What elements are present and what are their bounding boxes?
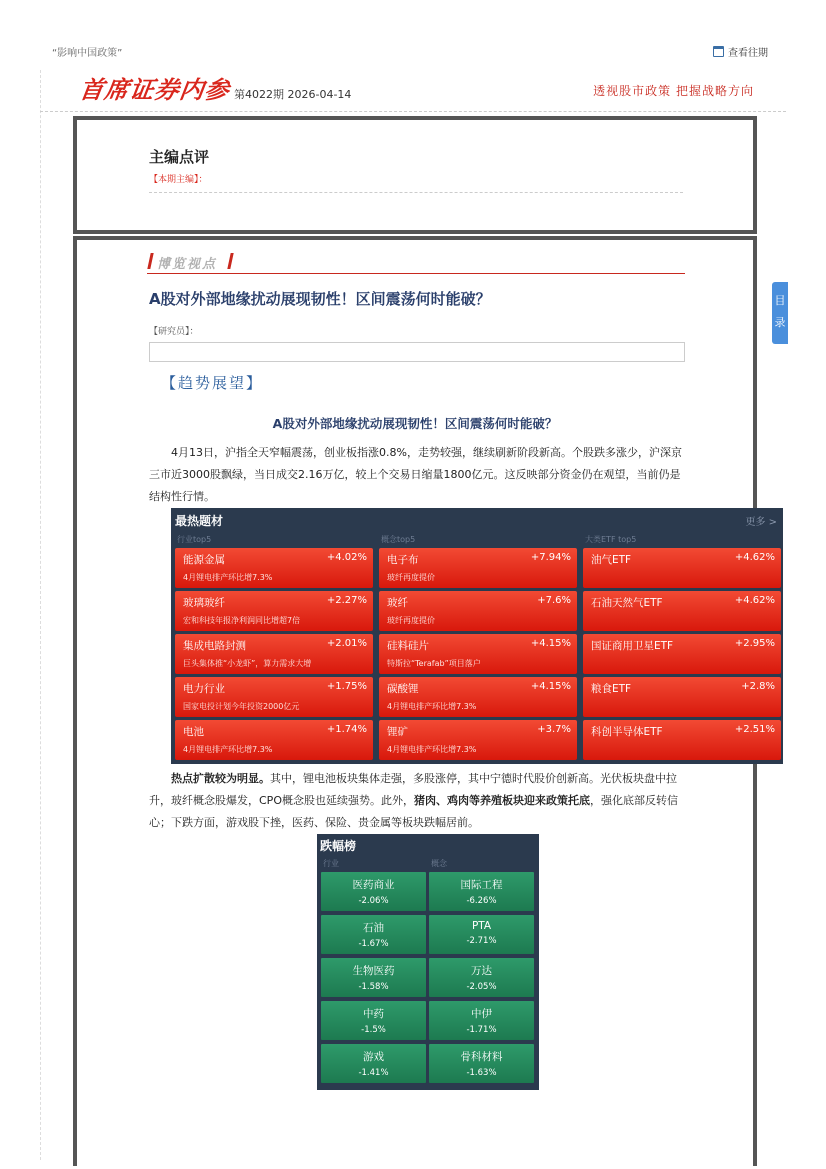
decliner-name: 游戏 [363,1051,384,1063]
topic-change: +3.7% [537,724,571,735]
editorial-title: 主编点评 [149,148,210,166]
slogan: “影响中国政策” [52,48,123,59]
decliner-cell[interactable] [321,1044,426,1083]
topic-change: +1.74% [326,724,367,735]
topic-note: 玻纤再度提价 [387,573,435,582]
hot-topic-cell[interactable] [379,591,577,631]
paragraph-2 [149,768,689,834]
topic-change: +2.95% [734,638,775,649]
hot-topic-cell[interactable] [379,634,577,674]
topic-note: 巨头集体推“小龙虾”，算力需求大增 [183,659,312,668]
hot-topic-cell[interactable] [175,591,373,631]
down-col-header: 概念 [431,859,447,868]
topic-name: 科创半导体ETF [591,726,663,738]
masthead [77,70,352,105]
para2-bold-1: 热点扩散较为明显。 [171,772,270,785]
decliner-cell[interactable] [429,915,534,954]
hot-topic-cell[interactable] [583,634,781,674]
decliner-cell[interactable] [321,958,426,997]
para2-text-2: ，强化底部反转信心；下跌方面，游戏股下挫，医药、保险、贵金属等板块跌幅居前。 [149,794,678,829]
decliner-cell[interactable] [321,872,426,911]
topic-change: +2.51% [734,724,775,735]
hot-topic-cell[interactable] [175,677,373,717]
topic-name: 粮食ETF [591,683,632,695]
topic-change: +4.02% [326,552,367,563]
tag-slash-right [227,253,233,269]
hot-topic-cell[interactable] [379,548,577,588]
editor-label: 【本期主编】： [149,175,208,185]
topic-name: 集成电路封测 [183,640,246,652]
researcher-label: 【研究员】： [149,327,199,337]
decliner-cell[interactable] [429,958,534,997]
hot-col-header: 行业top5 [177,535,212,544]
topic-note: 4月锂电排产环比增7.3% [183,573,273,582]
trend-heading: 【趋势展望】 [161,374,264,392]
decliner-change: -1.58% [358,982,389,992]
topic-name: 电力行业 [183,683,225,695]
issue-info: 第4022期 2026-04-14 [234,88,352,101]
decliner-cell[interactable] [321,1001,426,1040]
hot-topic-cell[interactable] [175,634,373,674]
decliner-cell[interactable] [429,1044,534,1083]
decliner-name: 中伊 [471,1008,492,1020]
decliner-change: -2.71% [466,936,497,946]
decliner-change: -6.26% [466,896,497,906]
topic-note: 特斯拉“Terafab”项目落户 [387,659,481,668]
down-board-title: 跌幅榜 [320,839,357,853]
topic-name: 电池 [183,726,204,738]
section-tag-bar [147,250,685,274]
toc-tab[interactable] [772,282,788,344]
topic-name: 玻璃玻纤 [183,597,225,609]
article-subtitle: A股对外部地缘扰动展现韧性！区间震荡何时能破？ [272,416,558,431]
hot-topics-board [171,508,783,764]
topic-note: 宏和科技年报净利润同比增超7倍 [183,616,301,625]
topic-note: 4月锂电排产环比增7.3% [387,745,477,754]
topic-name: 电子布 [387,554,419,566]
decliner-change: -2.06% [358,896,389,906]
topic-change: +2.27% [326,595,367,606]
decliner-name: 医药商业 [352,879,395,891]
para2-text-1: 其中，锂电池板块集体走强，多股涨停，其中宁德时代股价创新高。光伏板块盘中拉升，玻纤概念股爆发，CPO概念股也延续强势。此外， [149,772,677,807]
decliner-change: -1.41% [358,1068,389,1078]
topic-change: +4.62% [734,595,775,606]
left-dashed-rule [40,70,41,1160]
header-divider [40,111,786,112]
topic-name: 玻纤 [387,597,408,609]
hot-col-header: 大类ETF top5 [585,535,637,544]
decliner-name: 生物医药 [352,965,395,977]
decliner-cell[interactable] [429,872,534,911]
topic-change: +4.62% [734,552,775,563]
topic-note: 玻纤再度提价 [387,616,435,625]
section-tag: 博览视点 [157,257,218,272]
topic-name: 碳酸锂 [387,683,419,695]
down-col-header: 行业 [323,859,339,868]
paragraph-1: 4月13日，沪指全天窄幅震荡，创业板指涨0.8%，走势较强，继续刷新阶段新高。个股跌多涨少，沪深京三市近3000股飘绿，当日成交2.16万亿，较上个交易日缩量1800亿元。这反映部分资金仍在观望，当前仍是结构性行情。 [149,446,682,503]
decliner-change: -1.67% [358,939,389,949]
topic-change: +7.6% [537,595,571,606]
hot-topic-cell[interactable] [583,677,781,717]
decliner-change: -1.63% [466,1068,497,1078]
topic-note: 4月锂电排产环比增7.3% [183,745,273,754]
decliner-change: -2.05% [466,982,497,992]
toc-tab-label: 目录 [774,294,786,329]
hot-topic-cell[interactable] [379,677,577,717]
decliner-change: -1.71% [466,1025,497,1035]
topic-change: +2.01% [326,638,367,649]
decliner-name: 万达 [471,965,492,977]
more-link[interactable]: 更多 > [745,517,777,528]
history-link[interactable] [713,44,768,59]
decliner-cell[interactable] [429,1001,534,1040]
topic-change: +2.8% [741,681,775,692]
decliner-name: 石油 [363,922,384,934]
hot-topic-cell[interactable] [583,720,781,760]
para2-bold-2: 猪肉、鸡肉等养殖板块迎来政策托底 [413,794,590,807]
decliner-change: -1.5% [361,1025,386,1035]
topic-change: +4.15% [530,681,571,692]
topic-name: 石油天然气ETF [591,597,663,609]
decliner-name: 中药 [363,1008,384,1020]
article-title: A股对外部地缘扰动展现韧性！区间震荡何时能破？ [149,290,491,308]
hot-topic-cell[interactable] [175,548,373,588]
researcher-box [149,342,685,362]
topic-change: +4.15% [530,638,571,649]
calendar-icon [713,46,724,57]
hot-topic-cell[interactable] [583,591,781,631]
hot-topic-cell[interactable] [379,720,577,760]
motto: 透视股市政策 把握战略方向 [593,84,754,98]
history-link-label: 查看往期 [728,48,768,59]
hot-col-header: 概念top5 [381,535,416,544]
decliner-name: 国际工程 [460,879,503,891]
hot-topic-cell[interactable] [583,548,781,588]
editorial-panel [73,116,757,234]
editorial-divider [149,192,683,193]
decliner-name: 骨科材料 [460,1051,503,1063]
topic-name: 硅料硅片 [387,640,429,652]
hot-topic-cell[interactable] [175,720,373,760]
decliner-name: PTA [471,920,492,932]
decliners-board [317,834,539,1090]
topic-note: 国家电投计划今年投资2000亿元 [183,702,300,711]
topic-change: +1.75% [326,681,367,692]
topic-name: 锂矿 [387,726,408,738]
topic-name: 能源金属 [183,554,225,566]
topic-name: 国证商用卫星ETF [591,640,674,652]
topic-note: 4月锂电排产环比增7.3% [387,702,477,711]
article-panel [73,236,777,1166]
tag-slash-left [147,253,153,269]
topic-change: +7.94% [530,552,571,563]
logo: 首席证券内参 [77,75,232,104]
topic-name: 油气ETF [591,554,632,566]
decliner-cell[interactable] [321,915,426,954]
hot-board-title: 最热题材 [175,514,224,528]
